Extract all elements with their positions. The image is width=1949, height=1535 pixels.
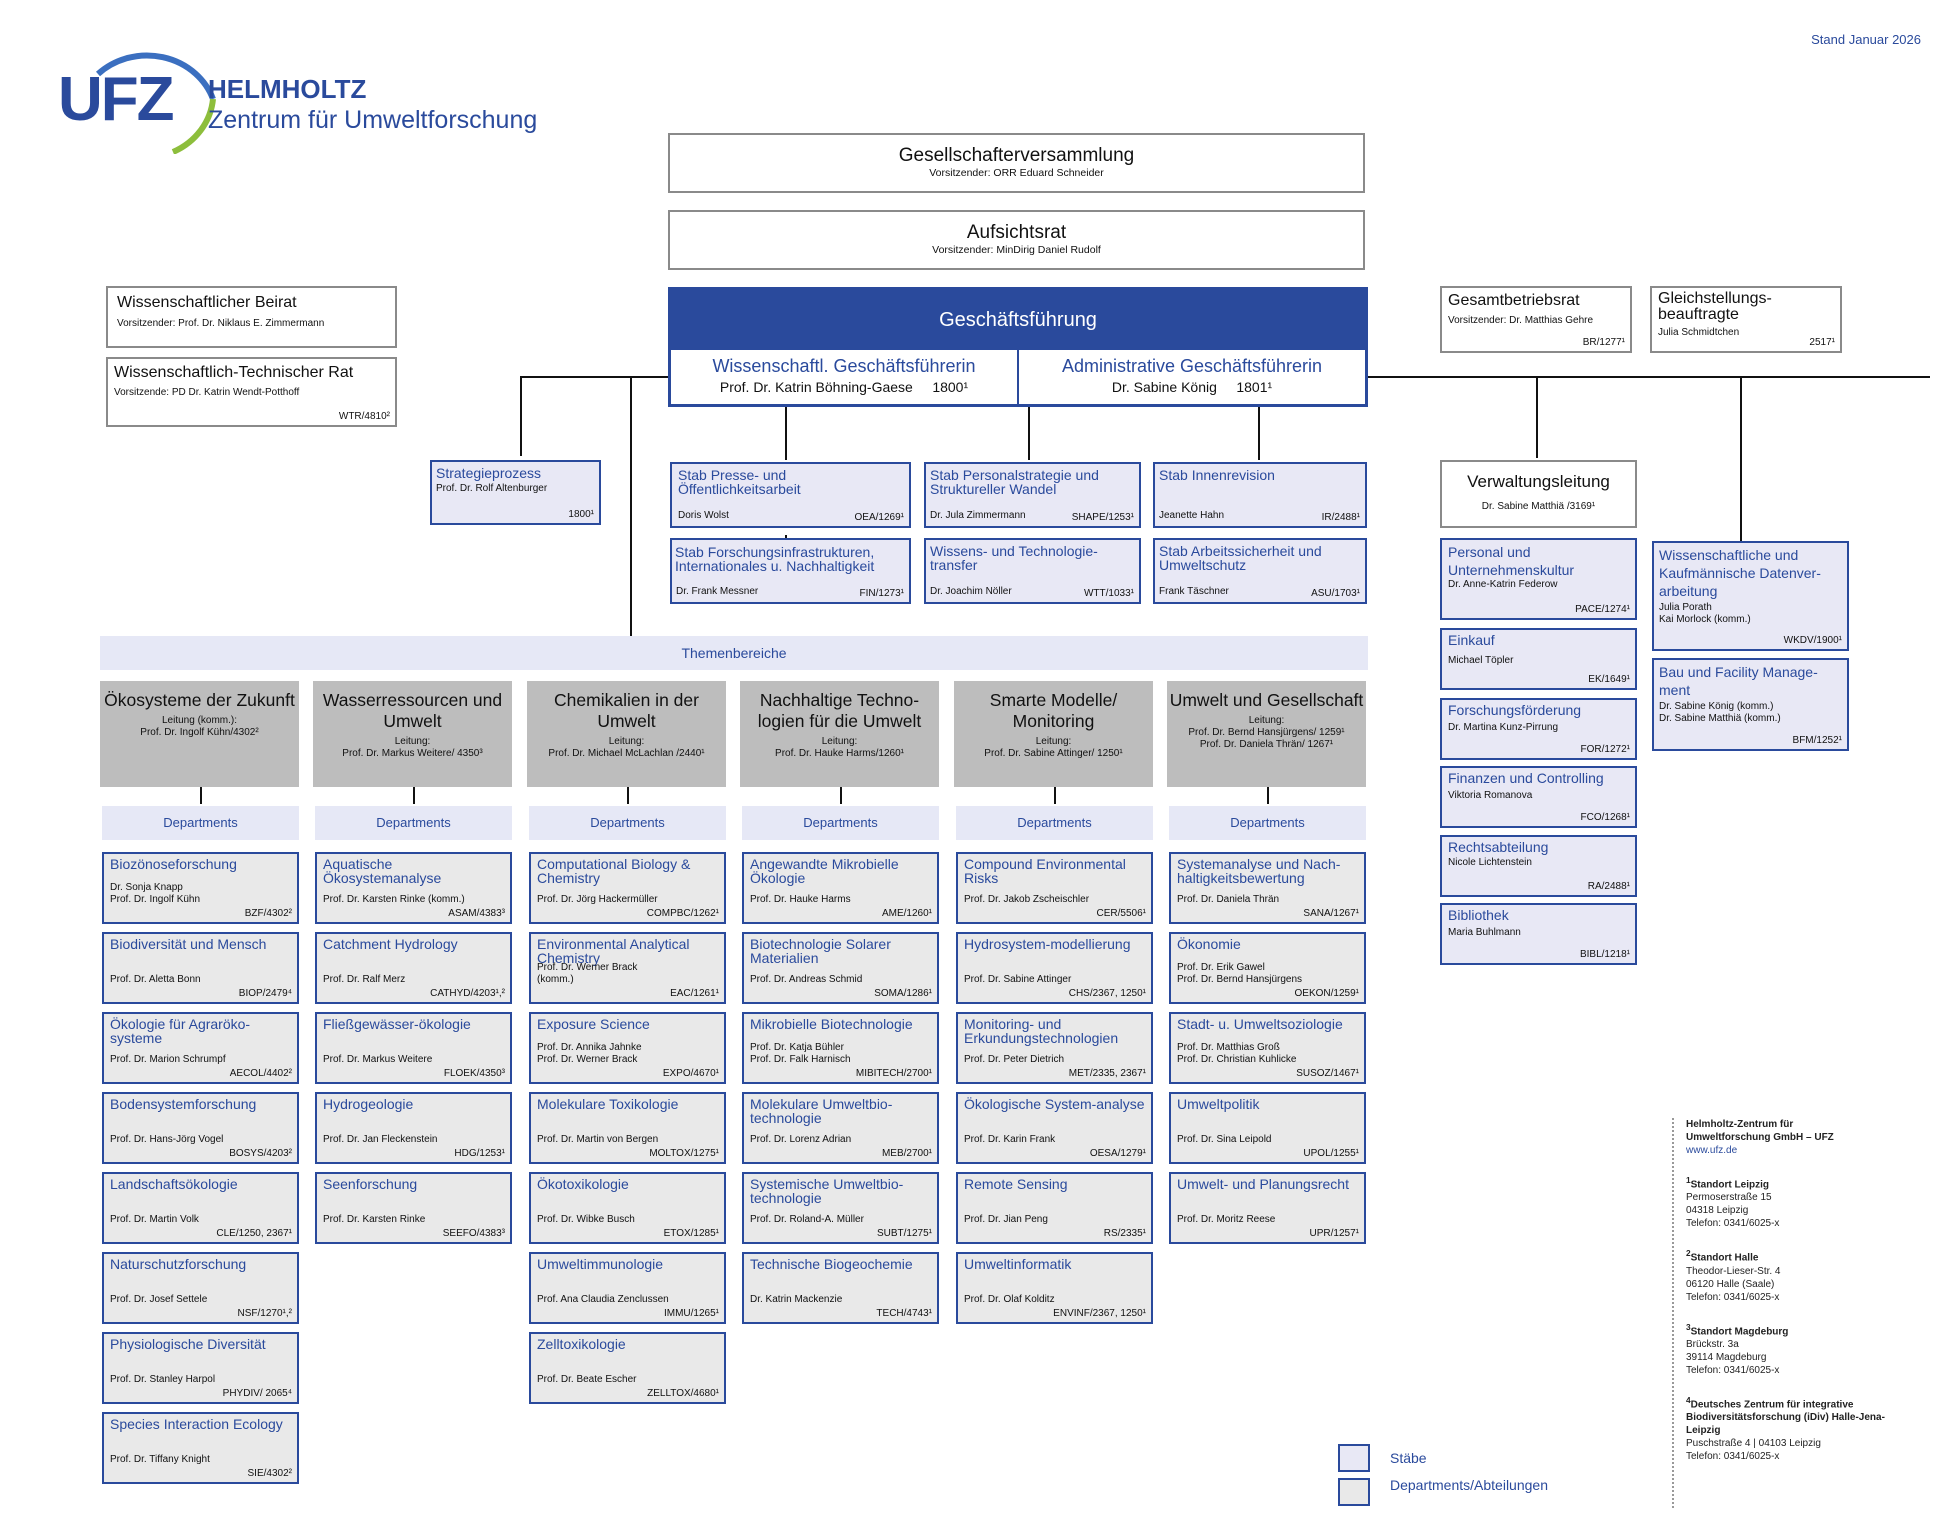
department-lead: Prof. Dr. Erik Gawel Prof. Dr. Bernd Hansjürgens — [1177, 962, 1303, 985]
site-name: Deutsches Zentrum für integrative Biodiversitätsforschung (iDiv) Halle-Jena-Leipzig — [1686, 1399, 1885, 1437]
kaufm-item — [1652, 658, 1849, 751]
site-number: 4 — [1686, 1394, 1691, 1405]
department-title: Naturschutzforschung — [110, 1256, 247, 1272]
department-title: Remote Sensing — [964, 1176, 1068, 1192]
department-lead: Prof. Dr. Karin Frank — [964, 1134, 1056, 1145]
verwaltungsleitung — [1440, 460, 1637, 528]
department-code: ZELLTOX/4680¹ — [647, 1388, 719, 1399]
department-code: SUSOZ/1467¹ — [1296, 1068, 1359, 1079]
gf-title: Geschäftsführung — [671, 290, 1365, 350]
verwaltung-item — [1440, 835, 1637, 897]
gesamtbetriebsrat — [1440, 286, 1632, 353]
department-lead: Prof. Dr. Martin Volk — [110, 1214, 199, 1225]
department-lead: Prof. Dr. Wibke Busch — [537, 1214, 635, 1225]
department-lead: Prof. Dr. Karsten Rinke — [323, 1214, 426, 1225]
strategie-title: Strategieprozess — [436, 465, 542, 481]
kaufm-item — [1652, 541, 1849, 651]
department-box — [315, 852, 512, 924]
department-title: Ökologische System-analyse — [964, 1096, 1145, 1112]
verwaltung-item-code: RA/2488¹ — [1587, 881, 1630, 892]
department-lead: Prof. Dr. Tiffany Knight — [110, 1454, 210, 1465]
gbr-title: Gesamtbetriebsrat — [1448, 292, 1580, 309]
verwaltung-item — [1440, 538, 1637, 620]
department-title: Species Interaction Ecology — [110, 1416, 283, 1432]
department-title: Umwelt- und Planungsrecht — [1177, 1176, 1349, 1192]
gleich-code: 2517¹ — [1809, 337, 1835, 348]
kaufm-title: Bau und Facility Manage-ment — [1659, 664, 1818, 698]
stab-code: ASU/1703¹ — [1311, 588, 1360, 599]
legend-departments-label: Departments/Abteilungen — [1390, 1477, 1548, 1493]
department-lead: Prof. Dr. Jan Fleckenstein — [323, 1134, 438, 1145]
departments-header: Departments — [1169, 806, 1366, 840]
department-box — [742, 1012, 939, 1084]
department-lead: Prof. Dr. Martin von Bergen — [537, 1134, 659, 1145]
gleichstellungsbeauftragte — [1650, 286, 1842, 353]
department-code: FLOEK/4350³ — [443, 1068, 505, 1079]
departments-header: Departments — [742, 806, 939, 840]
site-address: Theodor-Lieser-Str. 4 06120 Halle (Saale) Telefon: 0341/6025-x — [1686, 1265, 1781, 1303]
stab-title: Stab Presse- und Öffentlichkeitsarbeit — [678, 467, 801, 497]
department-code: TECH/4743¹ — [876, 1308, 932, 1319]
department-code: ETOX/1285¹ — [663, 1228, 719, 1239]
theme-title: Smarte Modelle/ Monitoring — [989, 690, 1118, 731]
site-number: 1 — [1686, 1175, 1691, 1185]
address-site — [1686, 1394, 1916, 1463]
department-title: Seenforschung — [323, 1176, 418, 1192]
kaufm-code: WKDV/1900¹ — [1783, 635, 1842, 646]
site-name: Standort Magdeburg — [1690, 1325, 1789, 1337]
stab-name: Jeanette Hahn — [1159, 510, 1225, 521]
department-code: SEEFO/4383³ — [442, 1228, 505, 1239]
department-title: Landschaftsökologie — [110, 1176, 238, 1192]
department-title: Umweltpolitik — [1177, 1096, 1260, 1112]
theme-lead: Leitung: Prof. Dr. Michael McLachlan /2440¹ — [548, 736, 705, 759]
address-divider — [1672, 1118, 1674, 1508]
department-code: MET/2335, 2367¹ — [1068, 1068, 1146, 1079]
stab-name: Dr. Jula Zimmermann — [930, 510, 1026, 521]
department-lead: Prof. Dr. Markus Weitere — [323, 1054, 433, 1065]
department-box — [742, 932, 939, 1004]
theme-lead: Leitung: Prof. Dr. Sabine Attinger/ 1250¹ — [984, 736, 1123, 759]
department-title: Systemische Umweltbio-technologie — [750, 1176, 904, 1206]
wtr-sub: Vorsitzende: PD Dr. Katrin Wendt-Potthoff — [114, 387, 300, 398]
department-lead: Prof. Dr. Annika Jahnke Prof. Dr. Werner Brack — [537, 1042, 642, 1065]
stab-box — [1153, 538, 1367, 604]
department-title: Ökotoxikologie — [537, 1176, 629, 1192]
department-box — [102, 1012, 299, 1084]
department-code: OESA/1279¹ — [1089, 1148, 1146, 1159]
strategie-sub: Prof. Dr. Rolf Altenburger — [436, 483, 548, 494]
verwaltung-item-name: Maria Buhlmann — [1448, 927, 1521, 938]
department-box — [742, 1172, 939, 1244]
department-lead: Prof. Dr. Jian Peng — [964, 1214, 1048, 1225]
ufz-wordmark: UFZ — [58, 65, 173, 134]
gesellschafter-sub: Vorsitzender: ORR Eduard Schneider — [929, 167, 1104, 179]
gf-wiss — [671, 350, 1019, 407]
department-code: CATHYD/4203¹,² — [430, 988, 505, 999]
department-lead: Prof. Dr. Hauke Harms — [750, 894, 851, 905]
address-block — [1686, 1118, 1916, 1463]
department-title: Catchment Hydrology — [323, 936, 458, 952]
department-title: Biotechnologie Solarer Materialien — [750, 936, 891, 966]
department-lead: Prof. Dr. Andreas Schmid — [750, 974, 863, 985]
department-code: UPR/1257¹ — [1309, 1228, 1359, 1239]
theme-lead: Leitung: Prof. Dr. Markus Weitere/ 4350³ — [342, 736, 483, 759]
stand-label: Stand Januar 2026 — [1811, 32, 1921, 47]
department-lead: Prof. Dr. Jakob Zscheischler — [964, 894, 1090, 905]
department-code: MIBITECH/2700¹ — [855, 1068, 932, 1079]
department-box — [1169, 1012, 1366, 1084]
verwaltung-item-name: Viktoria Romanova — [1448, 790, 1533, 801]
kaufm-code: BFM/1252¹ — [1792, 735, 1842, 746]
department-code: BIOP/2479⁴ — [238, 988, 292, 999]
theme-lead: Leitung: Prof. Dr. Bernd Hansjürgens/ 1259¹ Prof. Dr. Daniela Thrän/ 1267¹ — [1188, 715, 1345, 750]
kaufm-name: Dr. Sabine König (komm.) Dr. Sabine Matthiä (komm.) — [1659, 701, 1781, 724]
department-lead: Prof. Dr. Aletta Bonn — [110, 974, 201, 985]
verwaltung-sub: Dr. Sabine Matthiä /3169¹ — [1481, 501, 1596, 512]
department-title: Umweltinformatik — [964, 1256, 1072, 1272]
department-code: AECOL/4402² — [229, 1068, 292, 1079]
department-title: Angewandte Mikrobielle Ökologie — [750, 856, 899, 886]
aufsichtsrat-title: Aufsichtsrat — [966, 222, 1067, 243]
department-box — [529, 932, 726, 1004]
stab-box — [670, 538, 911, 604]
department-code: PHYDIV/ 2065⁴ — [222, 1388, 292, 1399]
strategieprozess — [430, 460, 601, 525]
stab-box — [924, 462, 1141, 528]
address-site — [1686, 1174, 1916, 1230]
stab-title: Stab Innenrevision — [1159, 467, 1275, 483]
department-title: Mikrobielle Biotechnologie — [750, 1016, 913, 1032]
departments-header: Departments — [315, 806, 512, 840]
department-title: Monitoring- und Erkundungstechnologien — [964, 1016, 1119, 1046]
department-title: Compound Environmental Risks — [964, 856, 1126, 886]
department-title: Hydrosystem-modellierung — [964, 936, 1131, 952]
stab-name: Dr. Frank Messner — [676, 586, 759, 597]
logo-helmholtz: HELMHOLTZ — [208, 74, 367, 104]
department-title: Aquatische Ökosystemanalyse — [323, 856, 442, 886]
department-box — [742, 1092, 939, 1164]
themenbereiche-bar: Themenbereiche — [100, 636, 1368, 670]
gbr-sub: Vorsitzender: Dr. Matthias Gehre — [1448, 315, 1594, 326]
department-code: ENVINF/2367, 1250¹ — [1053, 1308, 1146, 1319]
theme-title: Nachhaltige Techno-logien für die Umwelt — [757, 690, 922, 731]
verwaltung-item — [1440, 698, 1637, 760]
verwaltung-item-code: BIBL/1218¹ — [1579, 949, 1630, 960]
gleich-title: Gleichstellungs- beauftragte — [1658, 290, 1772, 323]
theme-box — [1167, 681, 1366, 787]
gesellschafterversammlung — [668, 133, 1365, 193]
department-lead: Prof. Dr. Werner Brack (komm.) — [537, 962, 638, 985]
stab-title: Stab Forschungsinfrastrukturen, Internationales u. Nachhaltigkeit — [675, 544, 875, 574]
department-code: CER/5506¹ — [1096, 908, 1146, 919]
department-lead: Prof. Dr. Ralf Merz — [323, 974, 406, 985]
department-box — [102, 1332, 299, 1404]
address-org: Helmholtz-Zentrum für Umweltforschung GmbH – UFZ — [1686, 1119, 1834, 1143]
ufz-logo — [58, 44, 578, 144]
department-title: Environmental Analytical Chemistry — [537, 936, 690, 966]
verwaltung-item-title: Bibliothek — [1448, 907, 1509, 923]
aufsichtsrat — [668, 210, 1365, 270]
gf-adm — [1019, 350, 1365, 407]
department-box — [102, 1412, 299, 1484]
theme-title: Chemikalien in der Umwelt — [554, 690, 699, 731]
verwaltung-item-code: EK/1649¹ — [1588, 674, 1630, 685]
kaufm-name: Julia Porath Kai Morlock (komm.) — [1659, 602, 1751, 625]
site-number: 3 — [1686, 1321, 1691, 1332]
stab-code: IR/2488¹ — [1321, 512, 1360, 523]
department-title: Ökologie für Agraröko-systeme — [110, 1016, 251, 1046]
department-box — [956, 932, 1153, 1004]
department-box — [742, 1252, 939, 1324]
department-lead: Prof. Dr. Beate Escher — [537, 1374, 637, 1385]
logo-zentrum: Zentrum für Umweltforschung — [208, 106, 538, 134]
gesellschafter-title: Gesellschafterversammlung — [898, 145, 1135, 166]
department-lead: Prof. Dr. Peter Dietrich — [964, 1054, 1065, 1065]
department-code: SUBT/1275¹ — [876, 1228, 932, 1239]
department-code: SOMA/1286¹ — [874, 988, 932, 999]
department-code: MEB/2700¹ — [881, 1148, 932, 1159]
stab-box — [924, 538, 1141, 604]
department-box — [529, 1332, 726, 1404]
departments-header: Departments — [102, 806, 299, 840]
department-box — [956, 852, 1153, 924]
gf-wiss-name: Prof. Dr. Katrin Böhning-Gaese — [719, 379, 913, 395]
gf-adm-name: Dr. Sabine König — [1111, 379, 1217, 395]
kaufm-title: Wissenschaftliche und Kaufmännische Datenver-arbeitung — [1659, 547, 1821, 599]
stab-title: Stab Arbeitssicherheit und Umweltschutz — [1159, 543, 1322, 573]
theme-box — [954, 681, 1153, 787]
department-title: Ökonomie — [1177, 936, 1241, 952]
department-title: Computational Biology & Chemistry — [537, 856, 691, 886]
department-code: CHS/2367, 1250¹ — [1068, 988, 1146, 999]
address-web[interactable]: www.ufz.de — [1686, 1145, 1738, 1156]
wtr-box — [106, 357, 397, 427]
verwaltung-item-title: Personal und Unternehmenskultur — [1448, 544, 1575, 578]
theme-lead: Leitung (komm.): Prof. Dr. Ingolf Kühn/4302² — [140, 715, 259, 738]
site-address: Brückstr. 3a 39114 Magdeburg Telefon: 0341/6025-x — [1686, 1338, 1780, 1376]
department-lead: Prof. Dr. Matthias Groß Prof. Dr. Christian Kuhlicke — [1177, 1042, 1297, 1065]
verwaltung-item-code: FCO/1268¹ — [1580, 812, 1630, 823]
site-address: Permoserstraße 15 04318 Leipzig Telefon: 0341/6025-x — [1686, 1192, 1780, 1230]
verwaltung-item — [1440, 766, 1637, 828]
verwaltung-item-title: Rechtsabteilung — [1448, 839, 1549, 855]
department-lead: Prof. Dr. Hans-Jörg Vogel — [110, 1134, 224, 1145]
department-lead: Prof. Dr. Karsten Rinke (komm.) — [323, 894, 465, 905]
department-code: SANA/1267¹ — [1303, 908, 1359, 919]
department-title: Biodiversität und Mensch — [110, 936, 267, 952]
wissenschaftlicher-beirat — [106, 286, 397, 348]
department-lead: Prof. Dr. Olaf Kolditz — [964, 1294, 1055, 1305]
site-name: Standort Halle — [1690, 1252, 1759, 1264]
verwaltung-title: Verwaltungsleitung — [1467, 472, 1610, 491]
department-box — [529, 1252, 726, 1324]
verwaltung-item — [1440, 628, 1637, 690]
verwaltung-item-name: Michael Töpler — [1448, 655, 1514, 666]
gbr-code: BR/1277¹ — [1582, 337, 1625, 348]
department-lead: Prof. Ana Claudia Zenclussen — [537, 1294, 669, 1305]
department-lead: Prof. Dr. Josef Settele — [110, 1294, 208, 1305]
department-code: EXPO/4670¹ — [662, 1068, 719, 1079]
department-code: NSF/1270¹,² — [237, 1308, 292, 1319]
department-code: BZF/4302² — [244, 908, 292, 919]
department-title: Exposure Science — [537, 1016, 650, 1032]
department-box — [315, 1172, 512, 1244]
address-site — [1686, 1321, 1916, 1377]
department-title: Umweltimmunologie — [537, 1256, 664, 1272]
department-title: Hydrogeologie — [323, 1096, 414, 1112]
verwaltung-item-name: Dr. Martina Kunz-Pirrung — [1448, 722, 1559, 733]
verwaltung-item-code: PACE/1274¹ — [1575, 604, 1630, 615]
department-box — [1169, 1172, 1366, 1244]
legend-staebe-swatch — [1338, 1444, 1370, 1472]
department-box — [529, 852, 726, 924]
verwaltung-item — [1440, 903, 1637, 965]
department-code: HDG/1253¹ — [454, 1148, 505, 1159]
theme-title: Wasserressourcen und Umwelt — [322, 690, 503, 731]
department-box — [315, 1092, 512, 1164]
stab-code: WTT/1033¹ — [1083, 588, 1134, 599]
department-lead: Prof. Dr. Marion Schrumpf — [110, 1054, 226, 1065]
department-box — [102, 1092, 299, 1164]
department-box — [1169, 1092, 1366, 1164]
theme-box — [527, 681, 726, 787]
address-site — [1686, 1247, 1916, 1303]
department-lead: Prof. Dr. Lorenz Adrian — [750, 1134, 852, 1145]
beirat-title: Wissenschaftlicher Beirat — [117, 294, 297, 311]
site-name: Standort Leipzig — [1690, 1179, 1769, 1191]
department-code: RS/2335¹ — [1103, 1228, 1146, 1239]
department-code: UPOL/1255¹ — [1303, 1148, 1359, 1159]
theme-box — [740, 681, 939, 787]
department-lead: Prof. Dr. Moritz Reese — [1177, 1214, 1276, 1225]
department-title: Fließgewässer-ökologie — [323, 1016, 471, 1032]
department-lead: Dr. Sonja Knapp Prof. Dr. Ingolf Kühn — [110, 882, 201, 905]
stab-box — [1153, 462, 1367, 528]
department-box — [956, 1252, 1153, 1324]
department-box — [529, 1172, 726, 1244]
verwaltung-item-code: FOR/1272¹ — [1580, 744, 1630, 755]
department-lead: Prof. Dr. Jörg Hackermüller — [537, 894, 658, 905]
gf-adm-code: 1801¹ — [1236, 379, 1273, 395]
department-code: OEKON/1259¹ — [1294, 988, 1359, 999]
gf-wiss-code: 1800¹ — [932, 379, 969, 395]
wtr-code: WTR/4810² — [338, 411, 390, 422]
gf-wiss-title: Wissenschaftl. Geschäftsführerin — [712, 356, 976, 376]
department-lead: Prof. Dr. Katja Bühler Prof. Dr. Falk Harnisch — [750, 1042, 851, 1065]
department-box — [529, 1092, 726, 1164]
stab-name: Dr. Joachim Nöller — [930, 586, 1012, 597]
department-box — [315, 1012, 512, 1084]
department-box — [315, 932, 512, 1004]
department-lead: Prof. Dr. Sina Leipold — [1177, 1134, 1272, 1145]
departments-header: Departments — [956, 806, 1153, 840]
department-title: Systemanalyse und Nach-haltigkeitsbewertung — [1177, 856, 1341, 886]
department-box — [102, 852, 299, 924]
department-box — [742, 852, 939, 924]
aufsichtsrat-sub: Vorsitzender: MinDirig Daniel Rudolf — [932, 244, 1101, 256]
theme-title: Ökosysteme der Zukunft — [104, 690, 295, 710]
stab-code: SHAPE/1253¹ — [1071, 512, 1134, 523]
department-code: AME/1260¹ — [881, 908, 932, 919]
department-box — [956, 1012, 1153, 1084]
department-code: COMPBC/1262¹ — [646, 908, 719, 919]
theme-box — [100, 681, 299, 787]
department-code: ASAM/4383³ — [448, 908, 505, 919]
department-box — [529, 1012, 726, 1084]
stab-code: FIN/1273¹ — [859, 588, 904, 599]
stab-title: Wissens- und Technologie-transfer — [930, 543, 1098, 573]
stab-box — [670, 462, 911, 528]
department-code: EAC/1261¹ — [670, 988, 719, 999]
site-number: 2 — [1686, 1248, 1691, 1259]
department-code: BOSYS/4203² — [229, 1148, 292, 1159]
gleich-sub: Julia Schmidtchen — [1658, 327, 1740, 338]
stab-title: Stab Personalstrategie und Struktureller Wandel — [930, 467, 1099, 497]
site-address: Puschstraße 4 | 04103 Leipzig Telefon: 0341/6025-x — [1686, 1438, 1821, 1463]
department-title: Molekulare Umweltbio-technologie — [750, 1096, 893, 1126]
department-code: MOLTOX/1275¹ — [649, 1148, 719, 1159]
verwaltung-item-title: Einkauf — [1448, 632, 1495, 648]
theme-title: Umwelt und Gesellschaft — [1169, 690, 1364, 710]
department-code: IMMU/1265¹ — [663, 1308, 719, 1319]
departments-header: Departments — [529, 806, 726, 840]
beirat-sub: Vorsitzender: Prof. Dr. Niklaus E. Zimmermann — [117, 318, 325, 329]
stab-name: Doris Wolst — [678, 510, 729, 521]
department-title: Zelltoxikologie — [537, 1336, 626, 1352]
wtr-title: Wissenschaftlich-Technischer Rat — [114, 364, 354, 381]
theme-box — [313, 681, 512, 787]
department-code: SIE/4302² — [247, 1468, 292, 1479]
department-lead: Prof. Dr. Sabine Attinger — [964, 974, 1072, 985]
department-title: Technische Biogeochemie — [750, 1256, 913, 1272]
verwaltung-item-name: Nicole Lichtenstein — [1448, 857, 1532, 868]
gf-adm-title: Administrative Geschäftsführerin — [1061, 356, 1323, 376]
legend-departments-swatch — [1338, 1478, 1370, 1506]
department-lead: Prof. Dr. Roland-A. Müller — [750, 1214, 864, 1225]
department-title: Molekulare Toxikologie — [537, 1096, 679, 1112]
department-code: CLE/1250, 2367¹ — [216, 1228, 292, 1239]
department-lead: Dr. Katrin Mackenzie — [750, 1294, 843, 1305]
theme-lead: Leitung: Prof. Dr. Hauke Harms/1260¹ — [775, 736, 904, 759]
department-title: Stadt- u. Umweltsoziologie — [1177, 1016, 1343, 1032]
department-box — [956, 1092, 1153, 1164]
verwaltung-item-name: Dr. Anne-Katrin Federow — [1448, 579, 1558, 590]
department-box — [102, 932, 299, 1004]
geschaeftsfuehrung — [668, 287, 1368, 407]
department-lead: Prof. Dr. Stanley Harpol — [110, 1374, 216, 1385]
department-box — [102, 1252, 299, 1324]
legend-staebe-label: Stäbe — [1390, 1450, 1427, 1466]
stab-code: OEA/1269¹ — [854, 512, 904, 523]
department-title: Physiologische Diversität — [110, 1336, 266, 1352]
department-box — [956, 1172, 1153, 1244]
department-box — [102, 1172, 299, 1244]
department-title: Biozönoseforschung — [110, 856, 237, 872]
verwaltung-item-title: Forschungsförderung — [1448, 702, 1582, 718]
department-lead: Prof. Dr. Daniela Thrän — [1177, 894, 1280, 905]
department-title: Bodensystemforschung — [110, 1096, 257, 1112]
stab-name: Frank Täschner — [1159, 586, 1229, 597]
department-box — [1169, 852, 1366, 924]
department-box — [1169, 932, 1366, 1004]
strategie-code: 1800¹ — [568, 509, 594, 520]
verwaltung-item-title: Finanzen und Controlling — [1448, 770, 1604, 786]
